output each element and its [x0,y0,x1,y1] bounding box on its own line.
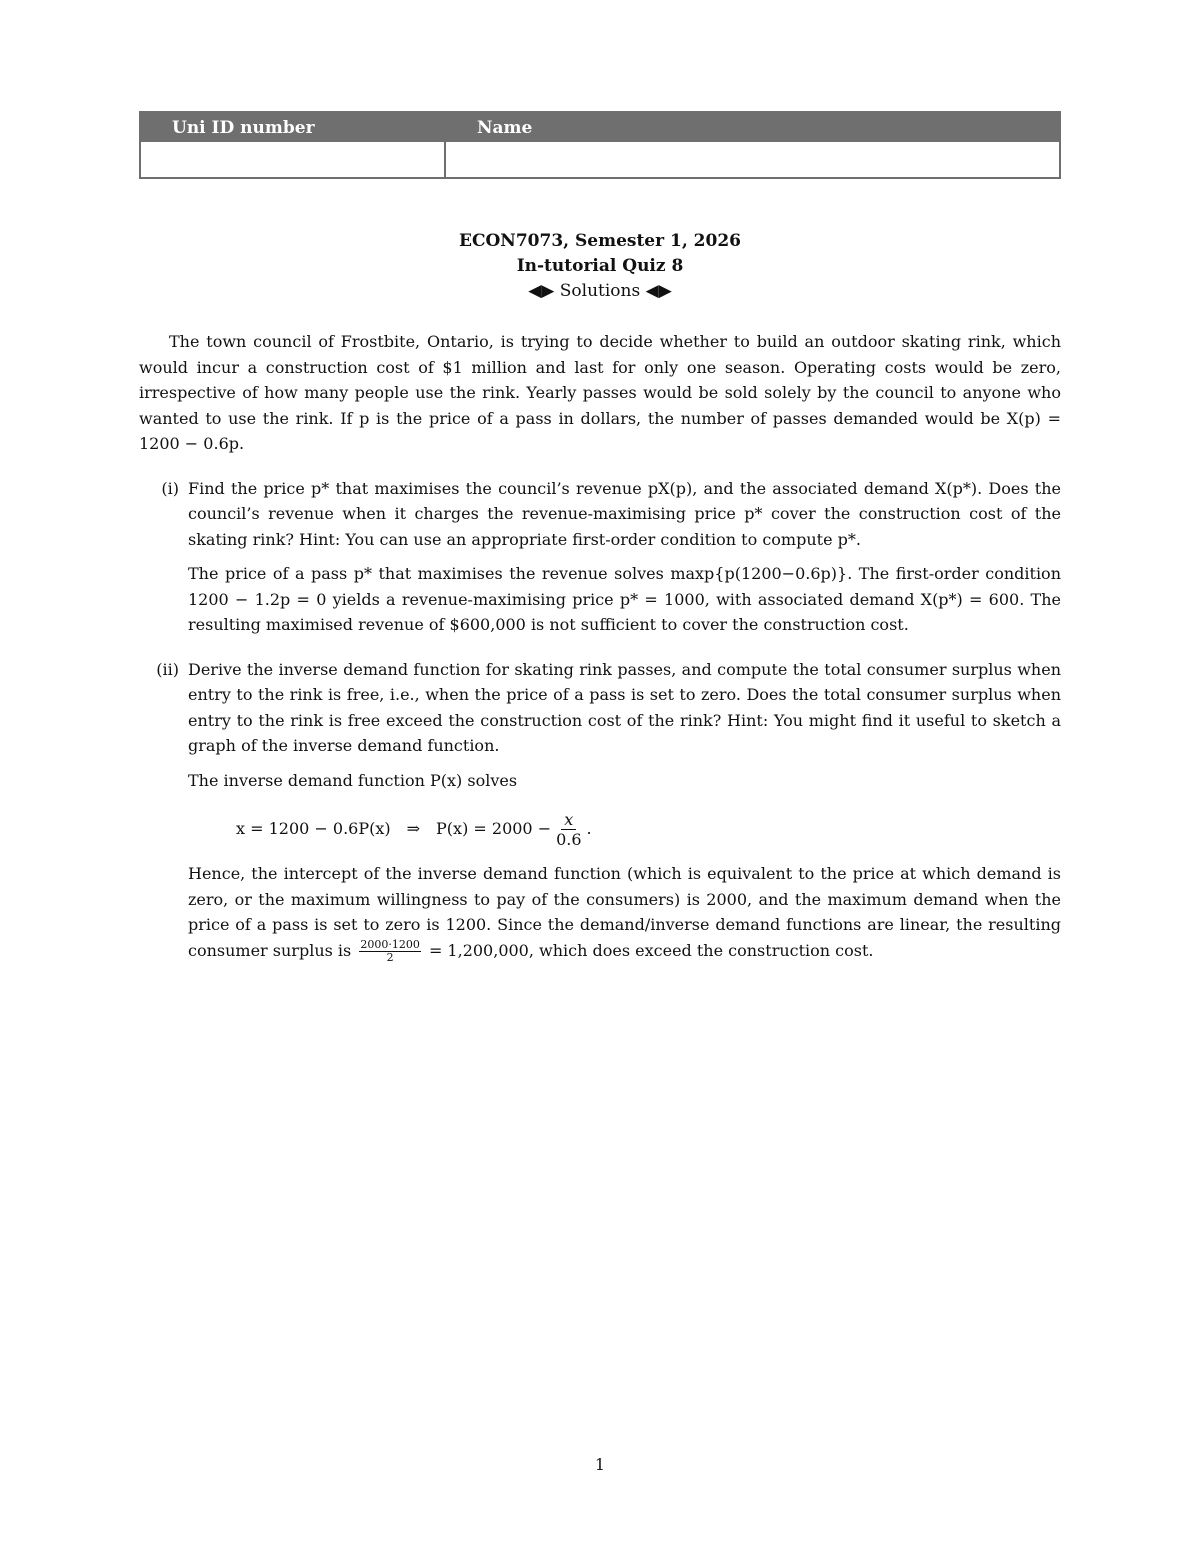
equation-fraction [553,810,584,849]
course-title: ECON7073, Semester 1, 2026 [459,231,741,251]
question-label: (ii) [156,659,179,679]
name-field[interactable] [446,142,1059,177]
fraction-denominator: 0.6 [556,829,582,849]
uni-id-field[interactable] [141,142,446,177]
surplus-denominator: 2 [386,950,394,964]
quiz-title: In-tutorial Quiz 8 [516,256,684,276]
answer-intro: The inverse demand function P(x) solves [188,770,518,790]
conclusion-start: Hence, the intercept of the inverse demand function (which is equivalent to the price at which demand is zero, or the maximum willingness to pay of the consumers) is 2000, and the maximum demand when the price of a pass is set to zero is 1200. Since the demand/inverse demand functions are linear, the resulting consumer surplus is [188,864,1061,960]
question-label: (i) [161,478,179,498]
answer-conclusion [188,861,1061,964]
name-header: Name [477,117,533,138]
answer-text: The price of a pass p* that maximises the revenue solves maxp{p(1200−0.6p)}. The first-order condition 1200 − 1.2p = 0 yields a revenue-maximising price p* = 1000, with associated demand X(p*) = 600. The resulting maximised revenue of $600,000 is not sufficient to cover the construction cost. [188,564,1061,634]
surplus-numerator: 2000·1200 [360,937,420,951]
question-text: Derive the inverse demand function for skating rink passes, and compute the total consumer surplus when entry to the rink is free, i.e., when the price of a pass is set to zero. Does the total consumer surplus when entry to the rink is free exceed the construction cost of the rink? Hint: You might find it useful to sketch a graph of the inverse demand function. [188,659,1061,755]
implies-arrow: ⇒ [406,819,421,839]
intro-paragraph: The town council of Frostbite, Ontario, is trying to decide whether to build an outdoor skating rink, which would incur a construction cost of $1 million and last for only one season. Operating costs would be zero, irrespective of how many people use the rink. Yearly passes would be sold solely by the council to anyone who wanted to use the rink. If p is the price of a pass in dollars, the number of passes demanded would be X(p) = 1200 − 0.6p. [139,332,1061,453]
document-title [0,229,1200,304]
id-table-header [141,113,1059,142]
document-body [139,329,1061,964]
question-item-i [139,476,1061,638]
page-number: 1 [594,1455,606,1474]
question-item-ii [139,657,1061,964]
uni-id-header: Uni ID number [172,117,315,138]
equation-right: P(x) = 2000 − [436,819,552,839]
conclusion-end: = 1,200,000, which does exceed the construction cost. [428,940,874,960]
solutions-heading: ◀▶ Solutions ◀▶ [528,281,672,301]
id-table-body [141,142,1059,177]
inverse-demand-equation [236,807,1061,851]
fraction-numerator: x [561,810,576,830]
question-text: Find the price p* that maximises the council’s revenue pX(p), and the associated demand X(p*). Does the council’s revenue when it charges the revenue-maximising price p* cover the construction cost of the skating rink? Hint: You can use an appropriate first-order condition to compute p*. [188,478,1061,549]
id-name-table [139,111,1061,179]
equation-end: . [586,819,592,839]
equation-left: x = 1200 − 0.6P(x) [236,819,391,839]
surplus-fraction [359,939,421,964]
